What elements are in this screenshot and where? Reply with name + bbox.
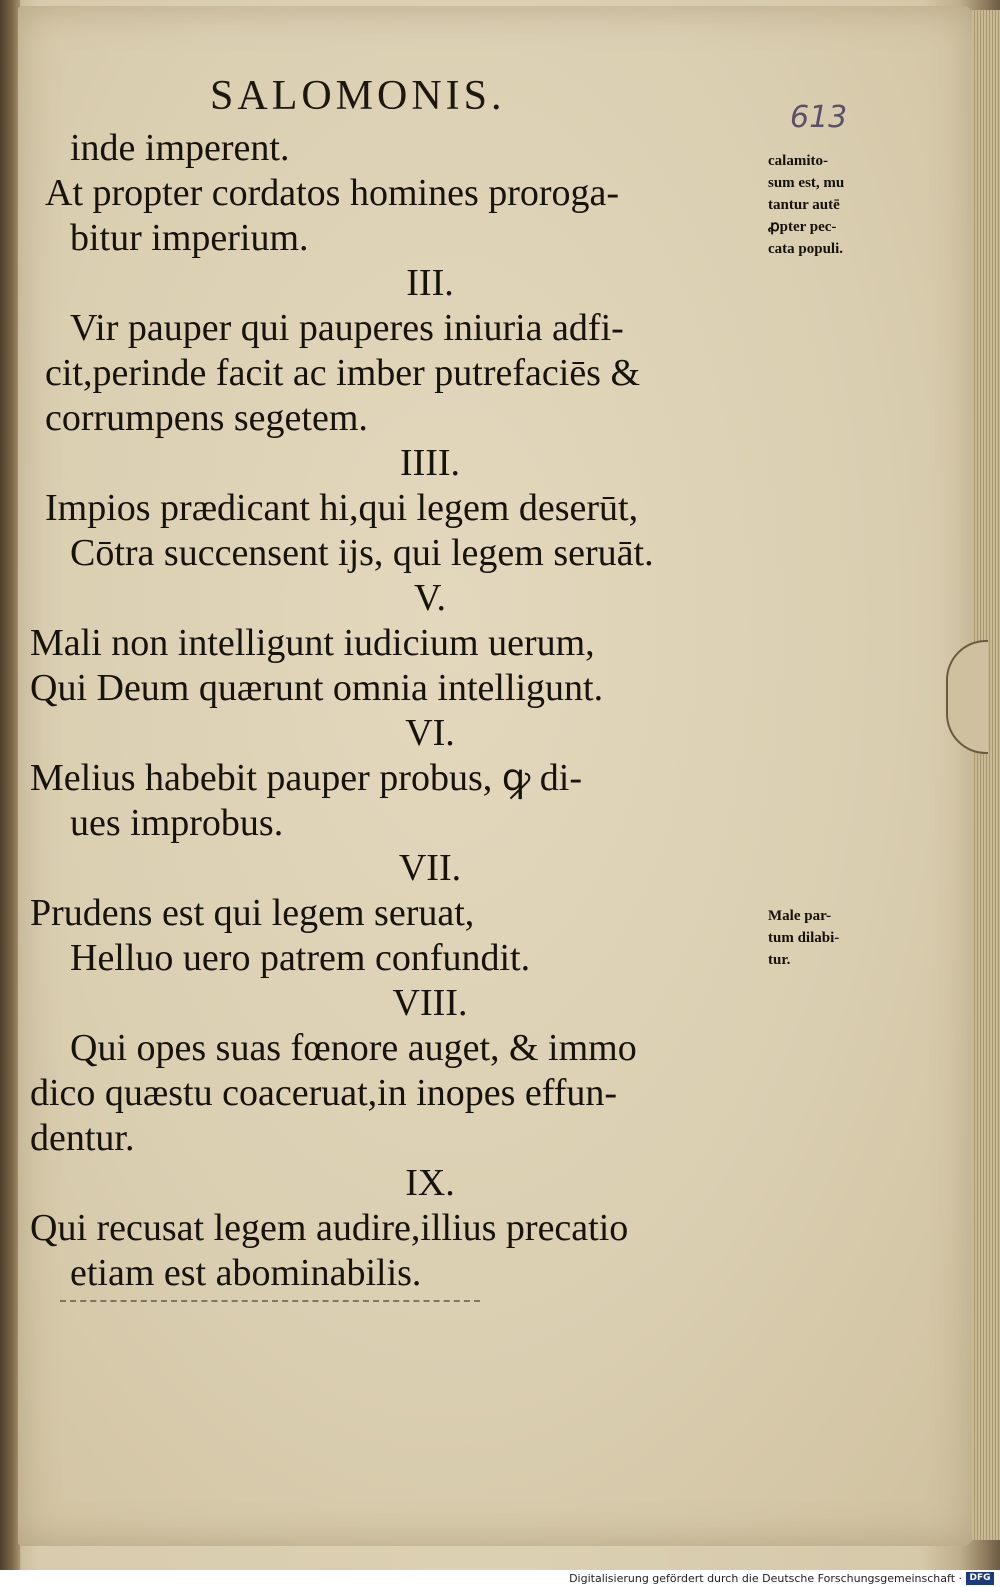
bookmark-tab	[946, 640, 988, 754]
folio-number: 613	[790, 100, 848, 135]
section-numeral: VII.	[398, 847, 462, 889]
text-line: etiam est abominabilis.	[70, 1252, 422, 1294]
text-line: corrumpens segetem.	[45, 397, 368, 439]
margin-note-line: tur.	[768, 952, 791, 968]
text-line: inde imperent.	[70, 127, 290, 169]
text-line: Qui opes suas fœnore auget, & immo	[70, 1027, 637, 1069]
text-line: Mali non intelligunt iudicium uerum,	[30, 622, 595, 664]
section-numeral: VIII.	[392, 982, 468, 1024]
text-line: Helluo uero patrem confundit.	[70, 937, 531, 979]
text-line: cit,perinde facit ac imber putrefaciēs &	[45, 352, 641, 394]
text-line: Qui recusat legem audire,illius precatio	[30, 1207, 629, 1249]
margin-note-line: cata populi.	[768, 241, 844, 257]
running-head: SALOMONIS.	[210, 73, 506, 119]
section-numeral: VI.	[405, 712, 455, 754]
section-numeral: IIII.	[399, 442, 461, 484]
section-numeral: V.	[413, 577, 447, 619]
text-line: Cōtra succensent ijs, qui legem seruāt.	[70, 532, 654, 574]
text-line: Qui Deum quærunt omnia intelligunt.	[30, 667, 604, 709]
dfg-logo: DFG	[966, 1572, 994, 1585]
margin-note-line: tum dilabi-	[768, 930, 840, 946]
text-line: Melius habebit pauper probus, ꝙ di-	[30, 757, 582, 799]
footer-credit: Digitalisierung gefördert durch die Deutsche Forschungsgemeinschaft ·	[569, 1572, 962, 1585]
margin-note-line: ꝓpter pec-	[768, 219, 837, 235]
section-numeral: III.	[406, 262, 454, 304]
text-line: ues improbus.	[70, 802, 284, 844]
text-line: dentur.	[30, 1117, 135, 1159]
underline-rule	[60, 1300, 480, 1302]
page-edges	[972, 10, 1000, 1540]
text-line: bitur imperium.	[70, 217, 309, 259]
text-line: Impios prædicant hi,qui legem deserūt,	[45, 487, 639, 529]
section-numeral: IX.	[405, 1162, 455, 1204]
margin-note-line: tantur autē	[768, 197, 840, 213]
book-spine	[0, 0, 20, 1570]
text-line: At propter cordatos homines proroga-	[45, 172, 620, 214]
margin-note-line: calamito-	[768, 153, 828, 169]
margin-note-line: sum est, mu	[768, 175, 845, 191]
footer-bar	[0, 1570, 1000, 1587]
margin-note-line: Male par-	[768, 908, 832, 924]
text-line: Vir pauper qui pauperes iniuria adfi-	[70, 307, 624, 349]
main-text	[30, 126, 770, 1296]
text-line: dico quæstu coaceruat,in inopes effun-	[30, 1072, 618, 1114]
text-line: Prudens est qui legem seruat,	[30, 892, 475, 934]
margin-note-male-partum	[768, 905, 908, 971]
margin-note-calamitosum	[768, 150, 908, 260]
